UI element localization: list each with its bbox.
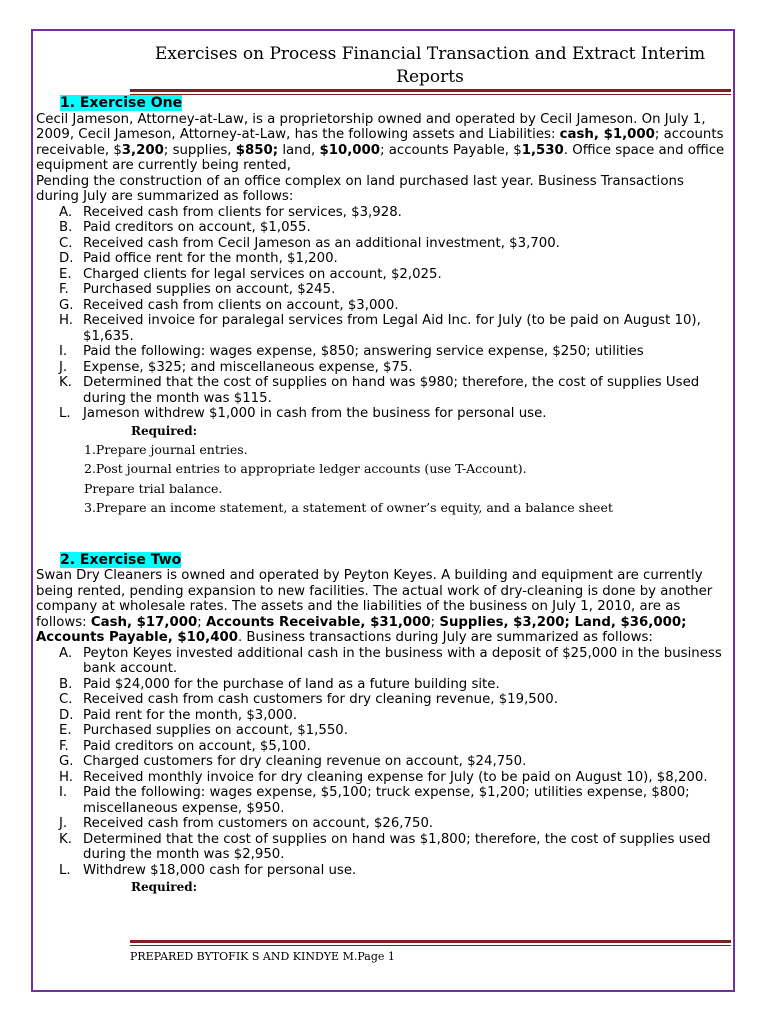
text-run: 3,200: [121, 142, 164, 158]
exercise-one-intro: [36, 112, 726, 174]
item-letter: B.: [59, 676, 73, 692]
item-letter: L.: [59, 862, 71, 878]
item-text: Received invoice for paralegal services from Legal Aid Inc. for July (to be paid on August 10), $1,635.: [83, 313, 701, 344]
exercise-two-heading: 2. Exercise Two: [60, 551, 182, 568]
transaction-item: [36, 770, 726, 786]
text-run: ; supplies,: [163, 142, 236, 158]
transaction-item: [36, 785, 726, 816]
item-letter: C.: [59, 235, 73, 251]
transaction-item: [36, 375, 726, 406]
text-run: Supplies, $3,200; Land, $36,000; Accounts Payable, $10,400: [36, 614, 687, 645]
text-run: Cecil Jameson, Attorney-at-Law, is a proprietorship owned and operated by Cecil Jameson. On July 1, 2009, Cecil Jameson, Attorney-at-Law, has the following assets and Liabilities:: [36, 111, 706, 142]
transaction-item: [36, 406, 726, 422]
item-text: Jameson withdrew $1,000 in cash from the business for personal use.: [83, 406, 547, 421]
transaction-item: [36, 251, 726, 267]
item-text: Purchased supplies on account, $245.: [83, 282, 336, 297]
item-text: Received monthly invoice for dry cleaning expense for July (to be paid on August 10), $8,200.: [83, 769, 708, 785]
item-text: Charged customers for dry cleaning revenue on account, $24,750.: [83, 754, 527, 769]
item-letter: C.: [59, 692, 73, 707]
text-run: Swan Dry Cleaners is owned and operated by Peyton Keyes. A building and equipment are currently being rented, pending expansion to new facilities. The actual work of dry-cleaning is done by another company at wholesale rates. The assets and the liabilities of the business on July 1, 2010, are as follows:: [36, 568, 713, 630]
exercise-one-steps: [84, 440, 726, 518]
transaction-item: [36, 677, 726, 693]
document-title: Exercises on Process Financial Transaction and Extract Interim Reports: [154, 44, 706, 87]
item-text: Charged clients for legal services on account, $2,025.: [83, 266, 442, 282]
item-letter: E.: [59, 266, 72, 282]
item-text: Expense, $325; and miscellaneous expense, $75.: [83, 359, 413, 375]
transaction-item: [36, 313, 726, 344]
item-text: Paid creditors on account, $1,055.: [83, 220, 311, 235]
item-letter: D.: [59, 251, 74, 266]
page-footer: PREPARED BYTOFIK S AND KINDYE M.Page 1: [130, 950, 395, 963]
item-letter: A.: [59, 645, 73, 661]
transaction-item: [36, 754, 726, 770]
text-run: ; accounts Payable, $: [380, 142, 522, 158]
item-text: Paid office rent for the month, $1,200.: [83, 251, 338, 266]
exercise-one-required: Required:: [131, 423, 198, 438]
exercise-one-intro-continued: Pending the construction of an office complex on land purchased last year. Business Transactions during July are summarized as follows:: [36, 173, 684, 204]
item-letter: G.: [59, 297, 74, 313]
item-text: Received cash from customers on account, $26,750.: [83, 816, 434, 831]
step-item: 1.Prepare journal entries.: [84, 441, 248, 457]
item-letter: A.: [59, 204, 73, 220]
item-letter: K.: [59, 831, 72, 847]
item-text: Determined that the cost of supplies on hand was $1,800; therefore, the cost of supplies used during the month was $2,950.: [83, 831, 711, 862]
text-run: 1,530: [521, 142, 564, 158]
item-letter: H.: [59, 313, 73, 328]
item-text: Received cash from clients on account, $3,000.: [83, 297, 399, 313]
item-text: Paid $24,000 for the purchase of land as a future building site.: [83, 676, 500, 692]
transaction-item: [36, 739, 726, 755]
transaction-item: [36, 344, 726, 360]
transaction-item: [36, 863, 726, 879]
step-item: 3.Prepare an income statement, a statement of owner’s equity, and a balance sheet: [84, 500, 613, 515]
transaction-item: [36, 816, 726, 832]
transaction-item: [36, 220, 726, 236]
text-run: ;: [197, 614, 206, 630]
text-run: ; accounts receivable, $: [36, 127, 724, 158]
text-run: . Office space and office equipment are currently being rented,: [36, 142, 725, 173]
item-letter: B.: [59, 220, 73, 235]
transaction-item: [36, 646, 726, 677]
transaction-item: [36, 360, 726, 376]
transaction-item: [36, 236, 726, 252]
item-letter: E.: [59, 723, 72, 738]
item-text: Purchased supplies on account, $1,550.: [83, 723, 348, 738]
item-text: Paid the following: wages expense, $5,100; truck expense, $1,200; utilities expense, $800; miscellaneous expense, $950.: [83, 785, 690, 816]
item-letter: J.: [59, 816, 68, 831]
transaction-item: [36, 708, 726, 724]
exercise-two-intro: [36, 568, 726, 646]
exercise-one-heading: 1. Exercise One: [60, 95, 183, 111]
exercise-two-required: Required:: [131, 880, 198, 894]
item-text: Paid the following: wages expense, $850; answering service expense, $250; utilities: [83, 344, 644, 359]
document-body: [36, 95, 726, 896]
footer-rule: [130, 940, 731, 946]
item-letter: K.: [59, 375, 72, 390]
text-run: Cash, $17,000: [90, 614, 198, 630]
item-text: Received cash from clients for services, $3,928.: [83, 204, 402, 220]
item-letter: L.: [59, 406, 71, 421]
item-text: Received cash from cash customers for dry cleaning revenue, $19,500.: [83, 692, 558, 707]
text-run: Accounts Receivable, $31,000: [205, 614, 431, 630]
item-letter: I.: [59, 785, 68, 800]
text-run: cash, $1,000: [559, 127, 655, 142]
text-run: ;: [430, 614, 440, 630]
transaction-item: [36, 723, 726, 739]
transaction-item: [36, 282, 726, 298]
transaction-item: [36, 267, 726, 283]
item-text: Peyton Keyes invested additional cash in the business with a deposit of $25,000 in the business bank account.: [83, 645, 722, 676]
item-letter: J.: [59, 359, 68, 375]
transaction-item: [36, 298, 726, 314]
exercise-one-transactions: [36, 205, 726, 422]
transaction-item: [36, 832, 726, 863]
text-run: land,: [278, 142, 320, 158]
transaction-item: [36, 692, 726, 708]
text-run: $850;: [235, 142, 279, 158]
item-letter: F.: [59, 738, 69, 754]
item-text: Withdrew $18,000 cash for personal use.: [83, 862, 357, 878]
text-run: $10,000: [319, 142, 381, 158]
item-letter: H.: [59, 769, 73, 785]
text-run: . Business transactions during July are summarized as follows:: [237, 630, 653, 645]
item-letter: I.: [59, 344, 68, 359]
step-item: 2.Post journal entries to appropriate ledger accounts (use T-Account).: [84, 461, 527, 476]
item-text: Paid creditors on account, $5,100.: [83, 738, 311, 754]
item-text: Determined that the cost of supplies on hand was $980; therefore, the cost of supplies Used during the month was $115.: [83, 375, 700, 406]
transaction-item: [36, 205, 726, 221]
item-letter: G.: [59, 754, 74, 769]
item-text: Paid rent for the month, $3,000.: [83, 707, 298, 723]
item-letter: D.: [59, 707, 74, 723]
item-text: Received cash from Cecil Jameson as an additional investment, $3,700.: [83, 235, 560, 251]
item-letter: F.: [59, 282, 69, 297]
step-item: Prepare trial balance.: [84, 480, 223, 496]
exercise-two-transactions: [36, 646, 726, 879]
